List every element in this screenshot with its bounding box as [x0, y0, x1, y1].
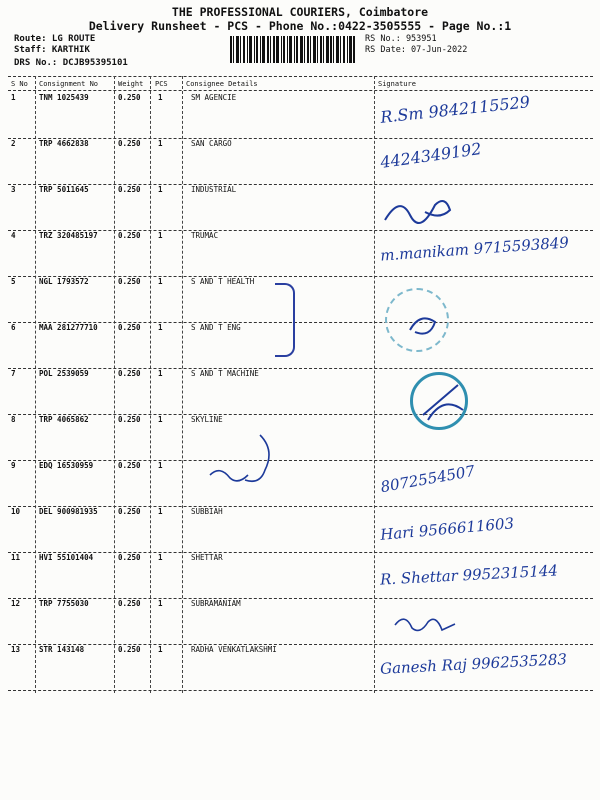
row-weight: 0.250: [118, 323, 141, 332]
row-consignment: TRP 7755030: [39, 599, 89, 608]
row-sno: 1: [11, 93, 16, 102]
signature-row-1: R.Sm 9842115529: [379, 92, 531, 127]
row-pcs: 1: [158, 461, 163, 470]
row-sno: 10: [11, 507, 21, 516]
row-pcs: 1: [158, 553, 163, 562]
row-consignment: TNM 1025439: [39, 93, 89, 102]
row-sno: 12: [11, 599, 21, 608]
signature-row-13: Ganesh Raj 9962535283: [379, 650, 568, 678]
row-weight: 0.250: [118, 645, 141, 654]
row-pcs: 1: [158, 645, 163, 654]
row-consignee: RADHA VENKATLAKSHMI: [191, 645, 277, 654]
row-weight: 0.250: [118, 277, 141, 286]
row-pcs: 1: [158, 599, 163, 608]
table-row: [0, 139, 600, 185]
row-weight: 0.250: [118, 599, 141, 608]
row-pcs: 1: [158, 139, 163, 148]
row-sno: 4: [11, 231, 16, 240]
row-weight: 0.250: [118, 369, 141, 378]
row-sno: 13: [11, 645, 21, 654]
row-consignment: TRZ 320485197: [39, 231, 98, 240]
signature-scribble-row-12: [390, 610, 460, 640]
row-consignee: INDUSTRIAL: [191, 185, 237, 194]
row-weight: 0.250: [118, 461, 141, 470]
col-header-consignee: Consignee Details: [186, 80, 258, 88]
row-pcs: 1: [158, 415, 163, 424]
row-consignment: EDQ 16530959: [39, 461, 94, 470]
row-consignment: STR 143148: [39, 645, 85, 654]
signature-row-2: 4424349192: [379, 139, 483, 172]
row-pcs: 1: [158, 369, 163, 378]
row-consignment: POL 2539059: [39, 369, 89, 378]
row-weight: 0.250: [118, 415, 141, 424]
row-consignee: S AND T HEALTH: [191, 277, 255, 286]
row-consignee: S AND T ENG: [191, 323, 241, 332]
table-row: [0, 461, 600, 507]
drs-number: DRS No.: DCJB95395101: [14, 58, 128, 68]
staff-label: Staff: KARTHIK: [14, 45, 90, 55]
row-consignee: SKYLINE: [191, 415, 223, 424]
row-pcs: 1: [158, 185, 163, 194]
col-header-sno: S No: [11, 80, 28, 88]
row-consignment: DEL 900981935: [39, 507, 98, 516]
signature-scribble-row-3: [380, 190, 470, 230]
table-row: [0, 369, 600, 415]
row-consignee: SUBBIAH: [191, 507, 223, 516]
row-sno: 5: [11, 277, 16, 286]
pen-scribble-row-8-9: [190, 430, 290, 495]
row-consignment: TRP 4065862: [39, 415, 89, 424]
col-header-signature: Signature: [378, 80, 416, 88]
document-title: [0, 5, 600, 33]
row-consignment: HVI 55101404: [39, 553, 94, 562]
pen-bracket-mark: [275, 283, 295, 357]
rs-number: RS No.: 953951: [365, 34, 437, 44]
row-consignee: SUBRAMANIAM: [191, 599, 241, 608]
title-line-1: THE PROFESSIONAL COURIERS, Coimbatore: [171, 5, 429, 19]
table-row: [0, 277, 600, 323]
row-sno: 8: [11, 415, 16, 424]
row-pcs: 1: [158, 231, 163, 240]
row-weight: 0.250: [118, 139, 141, 148]
barcode-image: [230, 36, 355, 63]
row-consignee: SM AGENCIE: [191, 93, 237, 102]
row-sno: 6: [11, 323, 16, 332]
col-header-pcs: PCS: [155, 80, 168, 88]
signature-scribble-row-6: [405, 310, 445, 340]
col-header-weight: Weight: [118, 80, 144, 88]
row-sno: 11: [11, 553, 21, 562]
row-pcs: 1: [158, 507, 163, 516]
signature-row-10: Hari 9566611603: [379, 514, 515, 544]
row-consignment: MAA 281277710: [39, 323, 98, 332]
row-consignment: TRP 5011645: [39, 185, 89, 194]
title-line-2: Delivery Runsheet - PCS - Phone No.:0422-3505555 - Page No.:1: [88, 19, 512, 33]
signature-row-11: R. Shettar 9952315144: [379, 561, 559, 589]
row-consignee: S AND T MACHINE: [191, 369, 259, 378]
row-pcs: 1: [158, 323, 163, 332]
signature-row-4: m.manikam 9715593849: [379, 233, 570, 265]
row-sno: 7: [11, 369, 16, 378]
table-row: [0, 599, 600, 645]
table-row: [0, 323, 600, 369]
signature-scribble-row-7: [418, 380, 468, 425]
row-divider: [8, 690, 593, 691]
row-sno: 2: [11, 139, 16, 148]
table-row: [0, 185, 600, 231]
header-top-rule: [8, 76, 593, 77]
row-consignee: SHETTAR: [191, 553, 223, 562]
row-consignment: TRP 4662838: [39, 139, 89, 148]
row-weight: 0.250: [118, 93, 141, 102]
row-pcs: 1: [158, 277, 163, 286]
header-bottom-rule: [8, 90, 593, 91]
col-header-consignment: Consignment No: [39, 80, 99, 88]
row-weight: 0.250: [118, 231, 141, 240]
table-row: [0, 415, 600, 461]
row-sno: 9: [11, 461, 16, 470]
row-weight: 0.250: [118, 185, 141, 194]
row-weight: 0.250: [118, 507, 141, 516]
row-consignee: SAN CARGO: [191, 139, 232, 148]
row-sno: 3: [11, 185, 16, 194]
row-pcs: 1: [158, 93, 163, 102]
row-consignee: TRUMAC: [191, 231, 219, 240]
rs-date: RS Date: 07-Jun-2022: [365, 45, 468, 55]
row-consignment: NGL 1793572: [39, 277, 89, 286]
signature-row-9: 8072554507: [379, 461, 477, 497]
route-label: Route: LG ROUTE: [14, 34, 96, 44]
row-weight: 0.250: [118, 553, 141, 562]
